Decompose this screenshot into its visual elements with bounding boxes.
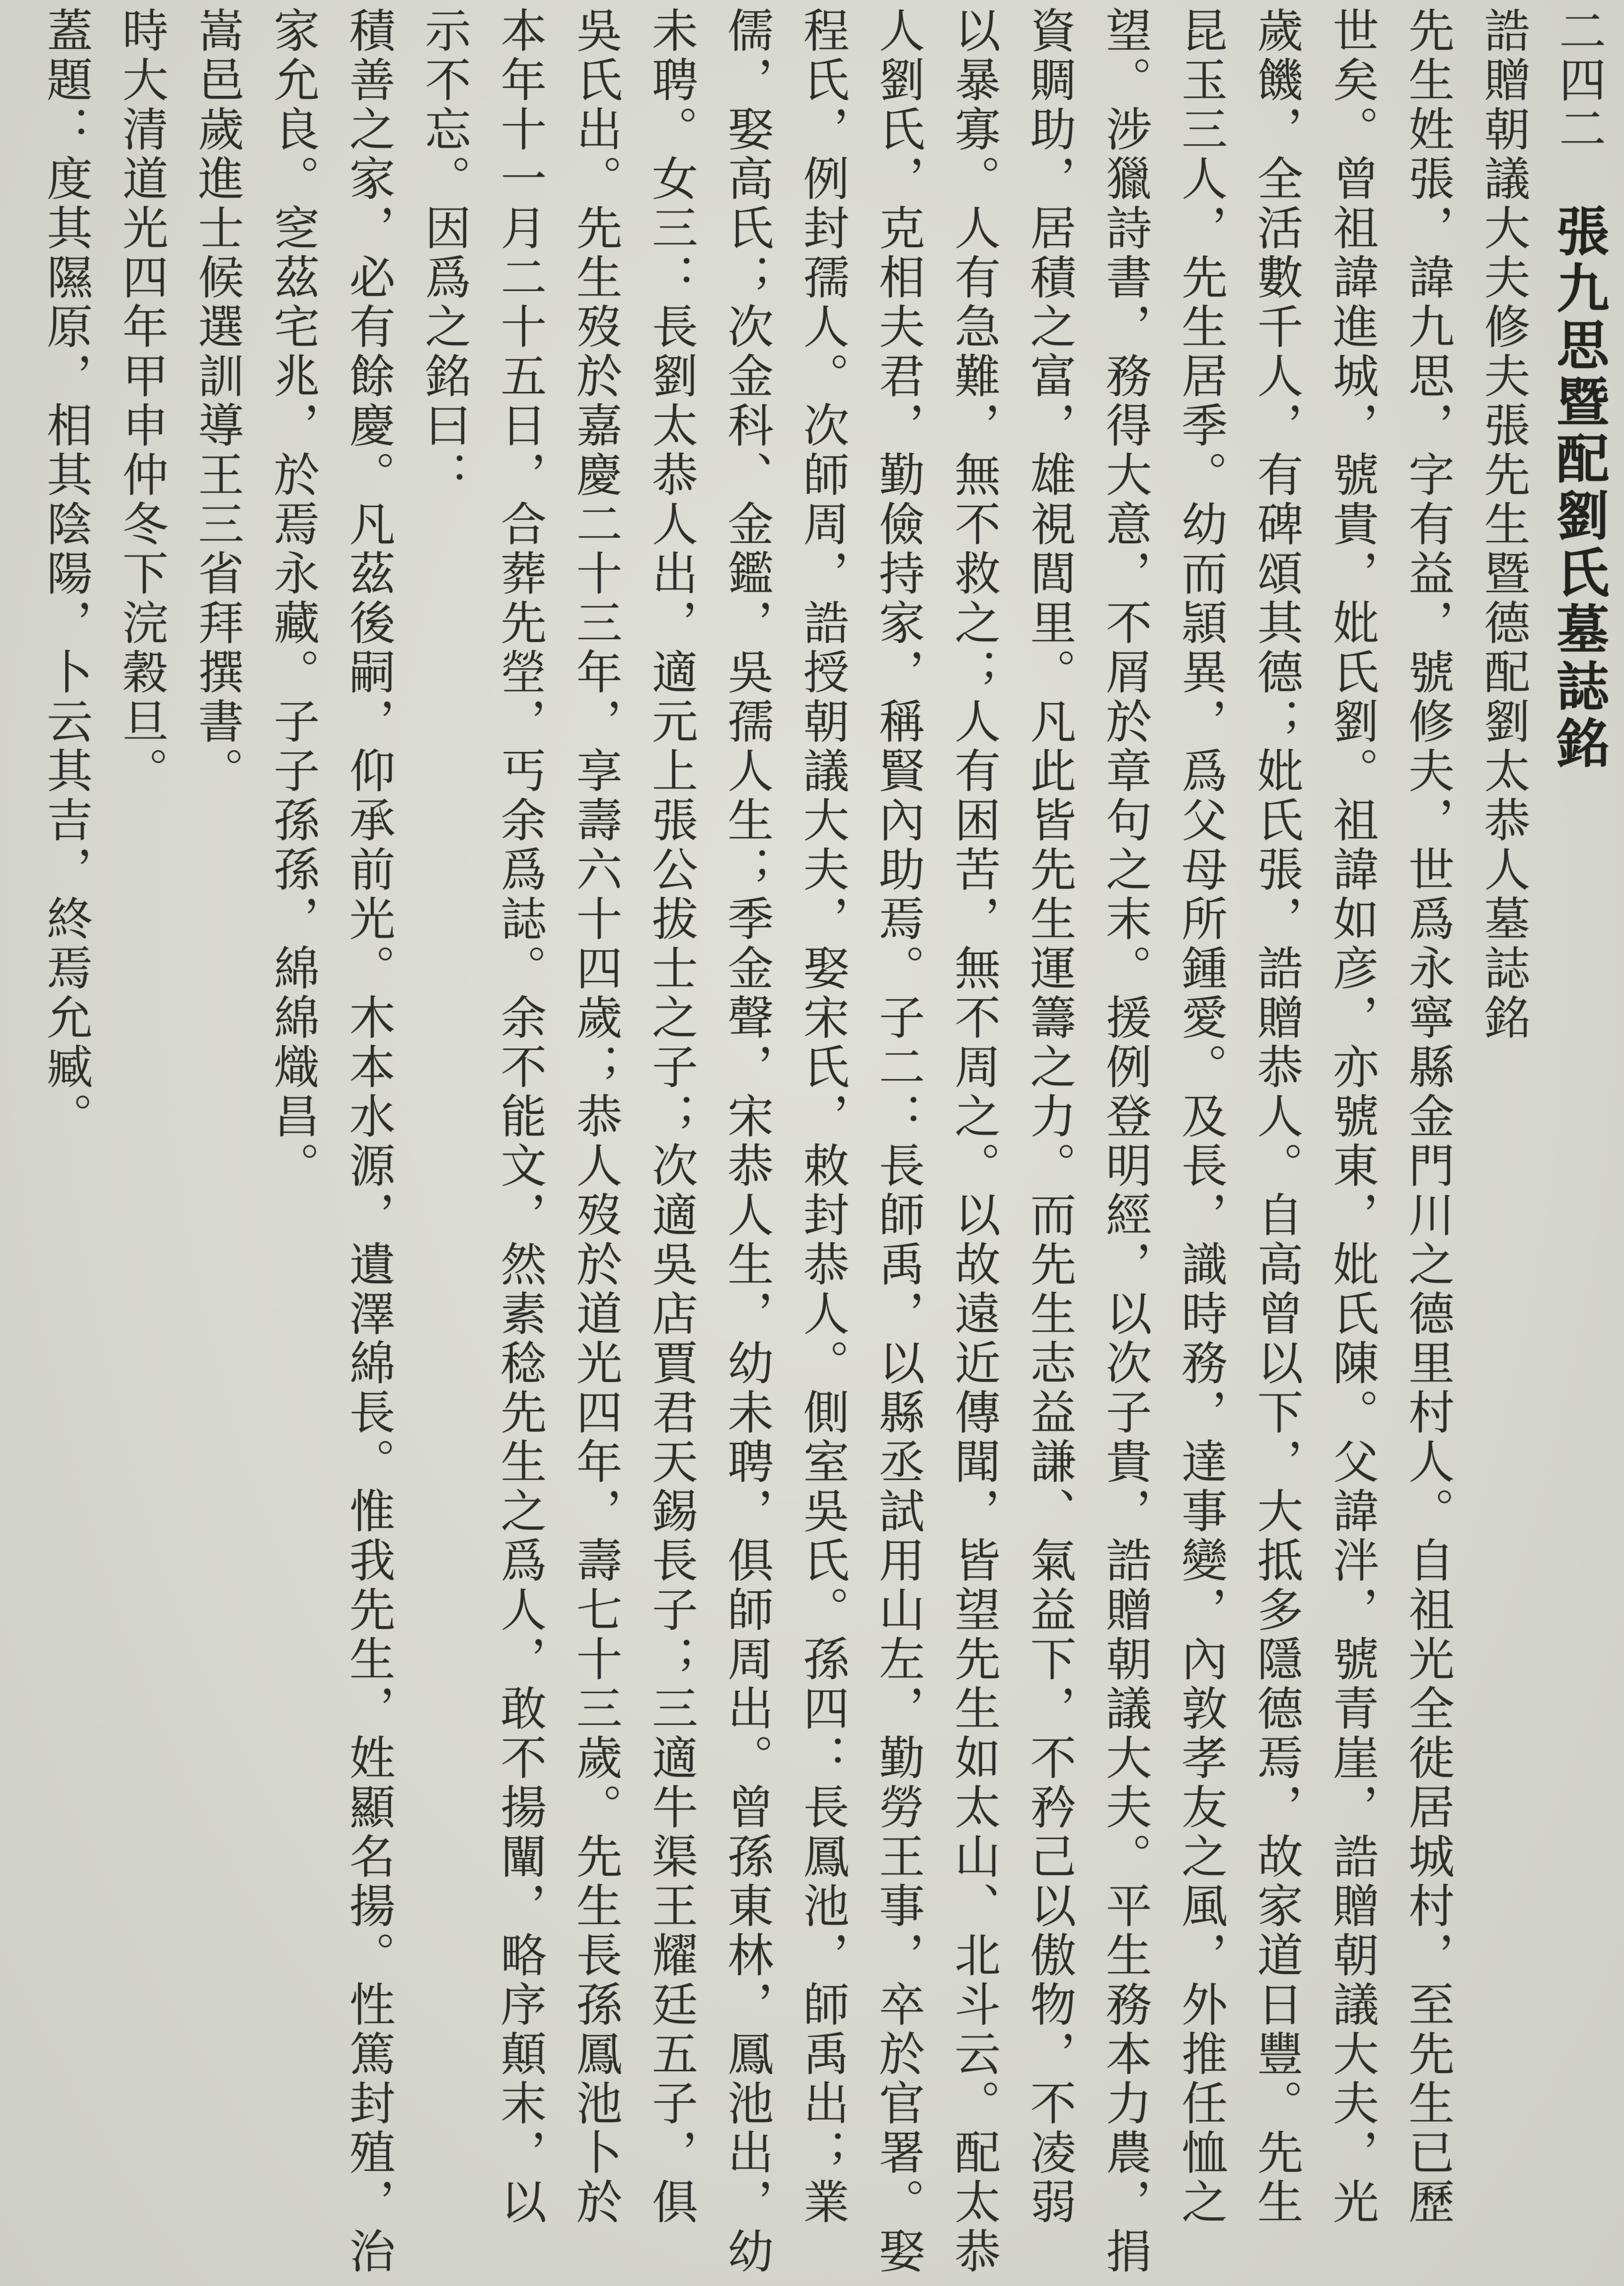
entry-title: 張九思暨配劉氏墓誌銘	[1548, 204, 1609, 773]
composer-line: 嵩邑歲進士候選訓導王三省拜撰書。	[190, 7, 244, 796]
body-line: 吳氏出。先生歿於嘉慶二十三年，享壽六十四歲；恭人歿於道光四年，壽七十三歲。先生長孫鳳池卜於	[569, 7, 622, 2227]
epitaph-heading: 誥贈朝議大夫修夫張先生暨德配劉太恭人墓誌銘	[1476, 7, 1530, 1043]
body-line: 程氏，例封孺人。次師周，誥授朝議大夫，娶宋氏，敕封恭人。側室吳氏。孫四：長鳳池，師禹出；業	[796, 7, 849, 2227]
body-line: 示不忘。因爲之銘曰：	[417, 7, 471, 500]
inscription-line: 家允良。窆茲宅兆，於焉永藏。子子孫孫，綿綿熾昌。	[266, 7, 320, 1191]
body-line: 未聘。女三：長劉太恭人出，適元上張公拔士之子；次適吳店賈君天錫長子；三適牛渠王耀廷五子，俱	[644, 7, 698, 2227]
body-line: 昆玉三人，先生居季。幼而頴異，爲父母所鍾愛。及長，識時務，達事變，內敦孝友之風，外推任恤之	[1174, 7, 1227, 2227]
body-line: 世矣。曾祖諱進城，號貴，妣氏劉。祖諱如彦，亦號東，妣氏陳。父諱泮，號青崖，誥贈朝議大夫，光	[1325, 7, 1379, 2227]
body-line: 本年十一月二十五日，合葬先塋，丐余爲誌。余不能文，然素稔先生之爲人，敢不揚闡，略序顛末，以	[493, 7, 547, 2227]
body-line: 人劉氏，克相夫君，勤儉持家，稱賢內助焉。子二：長師禹，以縣丞試用山左，勤勞王事，卒於官署。娶	[871, 7, 925, 2277]
body-line: 歲饑，全活數千人，有碑頌其德；妣氏張，誥贈恭人。自高曾以下，大抵多隱德焉，故家道日豐。先生	[1249, 7, 1303, 2227]
body-line: 以暴寡。人有急難，無不救之；人有困苦，無不周之。以故遠近傳聞，皆望先生如太山、北斗云。配太恭	[947, 7, 1000, 2277]
inscription-line: 積善之家，必有餘慶。凡茲後嗣，仰承前光。木本水源，遺澤綿長。惟我先生，姓顯名揚。性篤封殖，治	[342, 7, 395, 2277]
entry-number: 二四二	[1551, 7, 1606, 153]
cover-inscription: 蓋題：度其隰原，相其陰陽，卜云其吉，終焉允臧。	[39, 7, 93, 1142]
body-line: 先生姓張，諱九思，字有益，號修夫，世爲永寧縣金門川之德里村人。自祖光全徙居城村，至先生已歷	[1401, 7, 1454, 2227]
body-line: 望。涉獵詩書，務得大意，不屑於章句之末。援例登明經，以次子貴，誥贈朝議大夫。平生務本力農，捐	[1098, 7, 1152, 2277]
body-line: 資賙助，居積之富，雄視閭里。凡此皆先生運籌之力。而先生志益謙、氣益下，不矜己以傲物，不凌弱	[1023, 7, 1076, 2227]
body-line: 儒，娶高氏；次金科、金鑑，吳孺人生；季金聲，宋恭人生，幼未聘，俱師周出。曾孫東林，鳳池出，幼	[720, 7, 773, 2277]
entry-header	[1541, 7, 1616, 2281]
text-columns	[28, 7, 1616, 2281]
date-line: 時大清道光四年甲申仲冬下浣穀旦。	[115, 7, 168, 796]
